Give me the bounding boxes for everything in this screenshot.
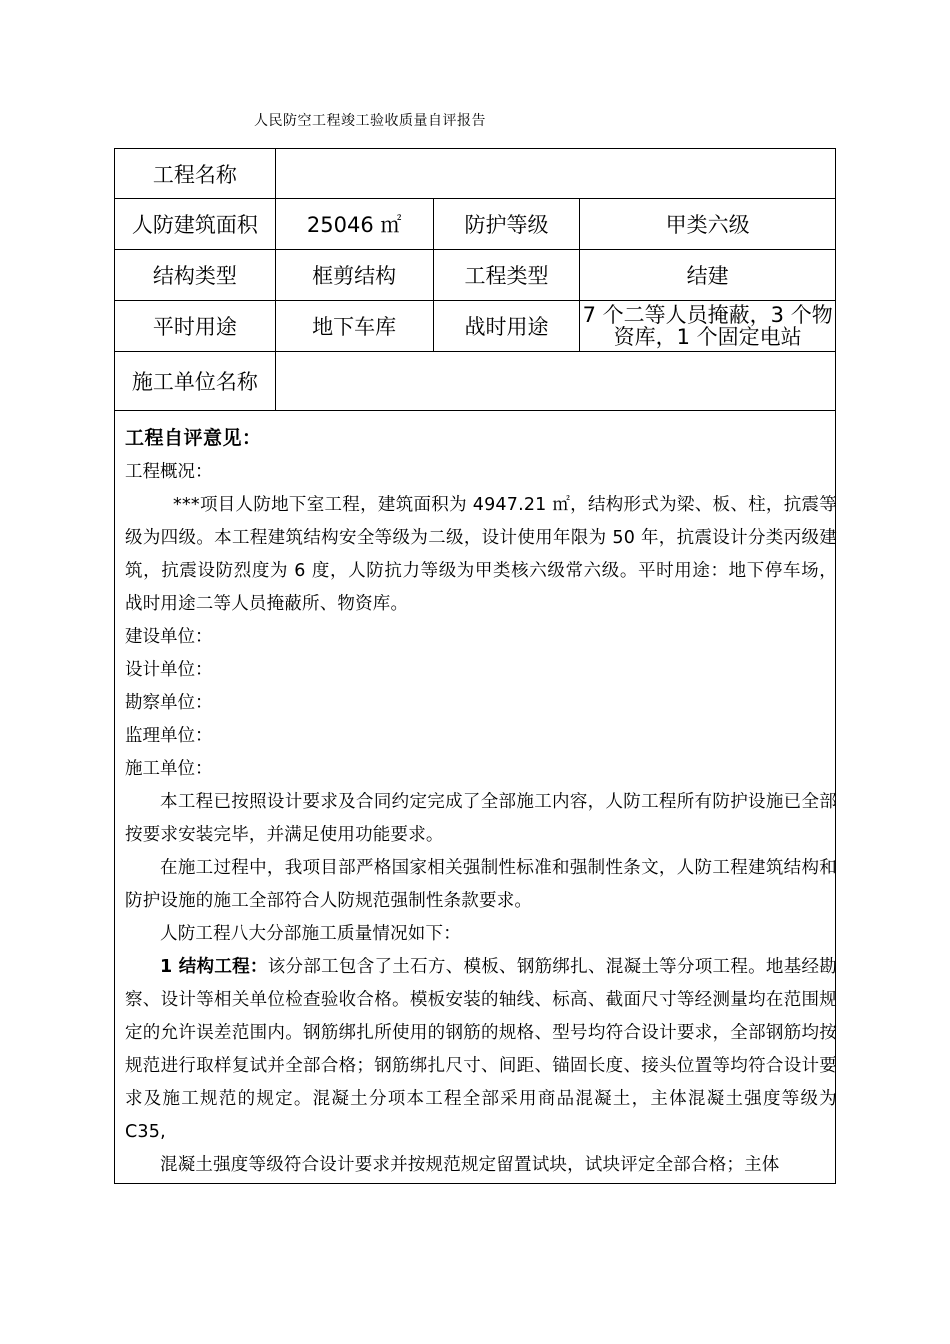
- peacetime-use-value: 地下车库: [275, 301, 433, 352]
- area-value: 25046 ㎡: [275, 199, 433, 250]
- wartime-use-value: 7 个二等人员掩蔽，3 个物资库，1 个固定电站: [580, 301, 836, 352]
- unit-survey: 勘察单位：: [125, 693, 213, 713]
- overview-label: 工程概况：: [125, 462, 213, 482]
- protection-level-label: 防护等级: [433, 199, 580, 250]
- table-row: [115, 149, 836, 199]
- table-row: [115, 301, 836, 352]
- unit-construction: 建设单位：: [125, 627, 213, 647]
- protection-level-value: 甲类六级: [580, 199, 836, 250]
- self-evaluation-section: [125, 411, 837, 1182]
- project-info-table: [114, 148, 836, 411]
- paragraph-standards: 在施工过程中，我项目部严格国家相关强制性标准和强制性条文，人防工程建筑结构和防护设施的施工全部符合人防规范强制性条款要求。: [125, 858, 837, 911]
- unit-supervision: 监理单位：: [125, 726, 213, 746]
- peacetime-use-label: 平时用途: [115, 301, 276, 352]
- project-name-label: 工程名称: [115, 149, 276, 199]
- contractor-name-label: 施工单位名称: [115, 352, 276, 411]
- project-type-label: 工程类型: [433, 250, 580, 301]
- contractor-name-value: [275, 352, 835, 411]
- table-row: [115, 250, 836, 301]
- structure-type-label: 结构类型: [115, 250, 276, 301]
- table-row: [115, 352, 836, 411]
- paragraph-divisions: 人防工程八大分部施工质量情况如下：: [160, 924, 461, 944]
- paragraph-structure: [125, 951, 837, 1149]
- wartime-use-label: 战时用途: [433, 301, 580, 352]
- area-label: 人防建筑面积: [115, 199, 276, 250]
- unit-contractor: 施工单位：: [125, 759, 213, 779]
- table-row: [115, 199, 836, 250]
- report-frame: [114, 148, 836, 1184]
- report-title: 人民防空工程竣工验收质量自评报告: [254, 113, 486, 129]
- structure-type-value: 框剪结构: [275, 250, 433, 301]
- project-name-value: [275, 149, 835, 199]
- structure-item-text: 该分部工包含了土石方、模板、钢筋绑扎、混凝土等分项工程。地基经勘察、设计等相关单位检查验收合格。模板安装的轴线、标高、截面尺寸等经测量均在范围规定的允许误差范围内。钢筋绑扎所使用的钢筋的规格、型号均符合设计要求，全部钢筋均按规范进行取样复试并全部合格；钢筋绑扎尺寸、间距、锚固长度、接头位置等均符合设计要求及施工规范的规定。混凝土分项本工程全部采用商品混凝土，主体混凝土强度等级为 C35,: [125, 957, 837, 1142]
- overview-text: ***项目人防地下室工程，建筑面积为 4947.21 ㎡，结构形式为梁、板、柱，抗震等级为四级。本工程建筑结构安全等级为二级，设计使用年限为 50 年，抗震设计分类丙级建筑，抗震设防烈度为 6 度，人防抗力等级为甲类核六级常六级。平时用途：地下停车场，战时用途二等人员掩蔽所、物资库。: [125, 495, 837, 614]
- section-heading: 工程自评意见：: [125, 427, 262, 449]
- unit-design: 设计单位：: [125, 660, 213, 680]
- project-type-value: 结建: [580, 250, 836, 301]
- paragraph-concrete: 混凝土强度等级符合设计要求并按规范规定留置试块，试块评定全部合格；主体: [160, 1155, 780, 1175]
- paragraph-completion: 本工程已按照设计要求及合同约定完成了全部施工内容，人防工程所有防护设施已全部按要求安装完毕，并满足使用功能要求。: [125, 792, 837, 845]
- structure-item-lead: 1 结构工程：: [160, 957, 268, 977]
